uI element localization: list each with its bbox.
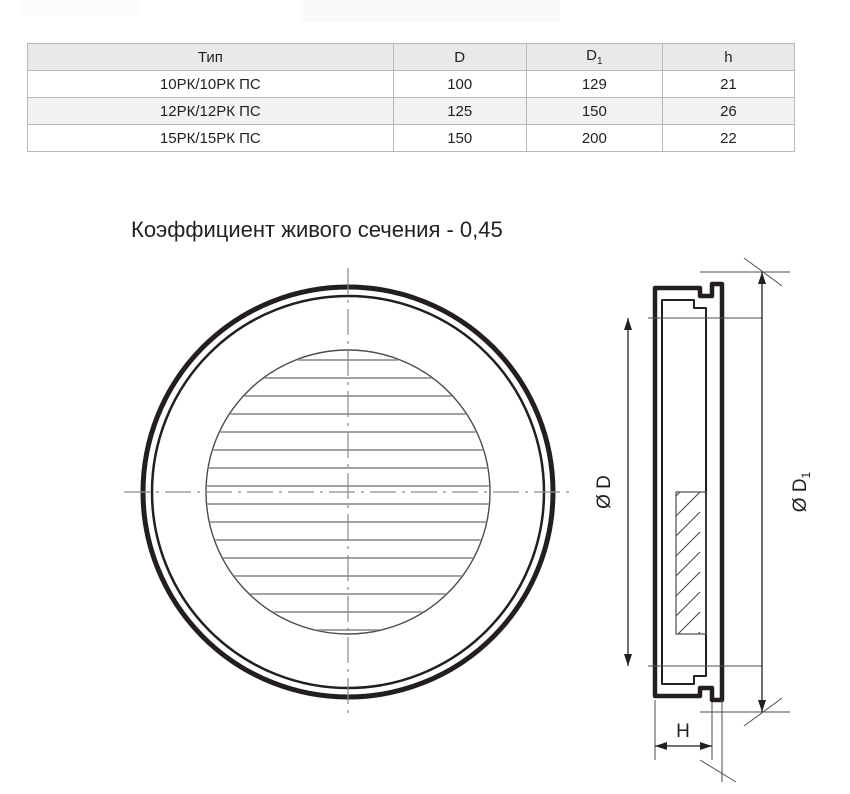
arrowhead-d-bottom: [624, 654, 632, 666]
dimension-height-h: [655, 721, 712, 750]
label-height-h: H: [676, 721, 690, 742]
cell-h: 22: [662, 125, 794, 152]
column-header-type: Тип: [28, 44, 394, 71]
extension-lines: [648, 272, 790, 782]
arrowhead-h-left: [655, 742, 667, 750]
side-section-view: [594, 258, 813, 782]
cell-d1: 129: [526, 71, 662, 98]
cell-type: 10РК/10РК ПС: [28, 71, 394, 98]
cell-h: 26: [662, 98, 794, 125]
cell-d: 125: [393, 98, 526, 125]
column-header-d1-subscript: 1: [596, 56, 603, 67]
cell-d1: 150: [526, 98, 662, 125]
cell-type: 15РК/15РК ПС: [28, 125, 394, 152]
arrowhead-h-right: [700, 742, 712, 750]
column-header-h: h: [662, 44, 794, 71]
label-diameter-d1: Ø $D_1$: [790, 471, 813, 513]
dimension-diameter-d1: [758, 272, 813, 712]
dimension-diameter-d: [594, 318, 632, 666]
hatch-boundary: [676, 492, 706, 634]
cell-type: 12РК/12РК ПС: [28, 98, 394, 125]
column-header-d1-text: D: [586, 47, 597, 64]
hatch-lines: [660, 472, 700, 672]
cell-h: 21: [662, 71, 794, 98]
front-view: [124, 268, 572, 716]
column-header-d: D: [393, 44, 526, 71]
cell-d: 150: [393, 125, 526, 152]
section-hatch-block: [660, 472, 706, 672]
cell-d1: 200: [526, 125, 662, 152]
label-diameter-d: Ø D: [594, 475, 615, 509]
free-section-coefficient-caption: Коэффициент живого сечения - 0,45: [131, 217, 503, 242]
cell-d: 100: [393, 71, 526, 98]
arrowhead-d-top: [624, 318, 632, 330]
